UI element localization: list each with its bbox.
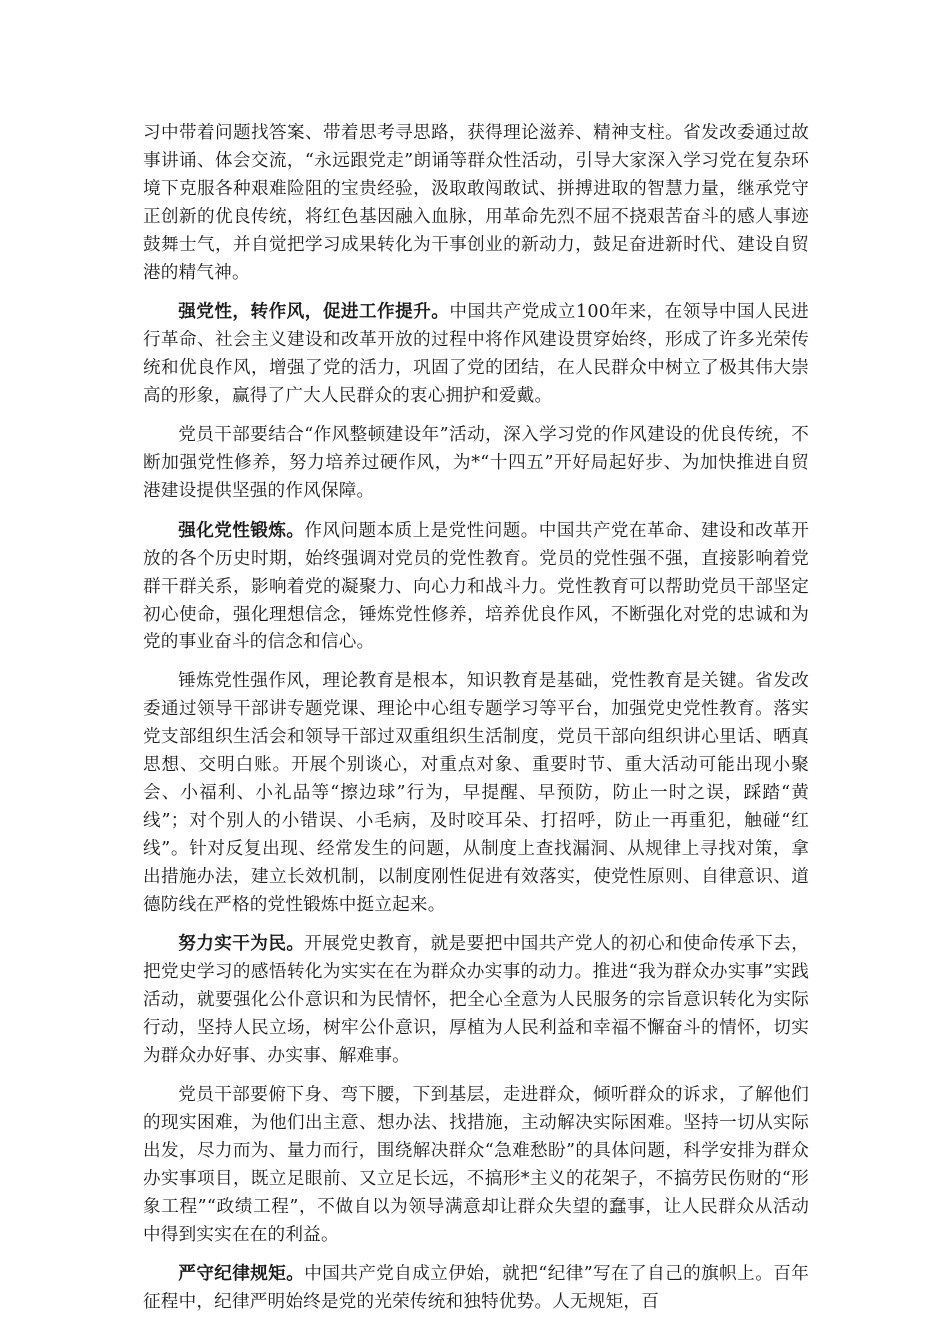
paragraph-2-text: 中国共产党成立100年来，在领导中国人民进行革命、社会主义建设和改革开放的过程中将作风建设贯穿始终，形成了许多光荣传统和优良作风，增强了党的活力，巩固了党的团结，在人民群众中树立了极其伟大崇高的形象，赢得了广大人民群众的衷心拥护和爱戴。 [143,302,809,407]
paragraph-6 [143,930,809,1071]
paragraph-8 [143,1260,809,1317]
paragraph-5 [143,668,809,919]
paragraph-4-text: 作风问题本质上是党性问题。中国共产党在革命、建设和改革开放的各个历史时期，始终强调对党员的党性教育。党员的党性强不强，直接影响着党群干群关系，影响着党的凝聚力、向心力和战斗力。党性教育可以帮助党员干部坚定初心使命，强化理想信念，锤炼党性修养，培养优良作风，不断强化对党的忠诚和为党的事业奋斗的信念和信心。 [143,520,809,653]
document-page [143,120,809,1328]
paragraph-6-text: 开展党史教育，就是要把中国共产党人的初心和使命传承下去，把党史学习的感悟转化为实实在在为群众办实事的动力。推进“我为群众办实事”实践活动，就要强化公仆意识和为民情怀，把全心全意为人民服务的宗旨意识转化为实际行动，坚持人民立场，树牢公仆意识，厚植为人民利益和幸福不懈奋斗的情怀，切实为群众办好事、办实事、解难事。 [143,934,809,1067]
paragraph-3-text: 党员干部要结合“作风整顿建设年”活动，深入学习党的作风建设的优良传统，不断加强党性修养，努力培养过硬作风，为*“十四五”开好局起好步、为加快推进自贸港建设提供坚强的作风保障。 [143,425,809,501]
paragraph-2-heading: 强党性，转作风，促进工作提升。 [178,301,450,323]
paragraph-4-heading: 强化党性锻炼。 [178,519,305,541]
paragraph-6-heading: 努力实干为民。 [178,933,305,955]
paragraph-7 [143,1082,809,1249]
paragraph-1-text: 习中带着问题找答案、带着思考寻思路，获得理论滋养、精神支柱。省发改委通过故事讲诵、体会交流，“永远跟党走”朗诵等群众性活动，引导大家深入学习党在复杂环境下克服各种艰难险阻的宝贵经验，汲取敢闯敢试、拼搏进取的智慧力量，继承党守正创新的优良传统，将红色基因融入血脉，用革命先烈不屈不挠艰苦奋斗的感人事迹鼓舞士气，并自觉把学习成果转化为干事创业的新动力，鼓足奋进新时代、建设自贸港的精气神。 [143,123,809,283]
paragraph-8-heading: 严守纪律规矩。 [178,1263,305,1285]
paragraph-4 [143,517,809,658]
paragraph-1 [143,120,809,287]
paragraph-7-text: 党员干部要俯下身、弯下腰，下到基层，走进群众，倾听群众的诉求，了解他们的现实困难，为他们出主意、想办法、找措施，主动解决实际困难。坚持一切从实际出发，尽力而为、量力而行，围绕解决群众“急难愁盼”的具体问题，科学安排为群众办实事项目，既立足眼前、又立足长远，不搞形*主义的花架子，不搞劳民伤财的“形象工程”“政绩工程”，不做自以为领导满意却让群众失望的蠢事，让人民群众从活动中得到实实在在的利益。 [143,1085,809,1245]
paragraph-2 [143,298,809,411]
paragraph-5-text: 锤炼党性强作风，理论教育是根本，知识教育是基础，党性教育是关键。省发改委通过领导干部讲专题党课、理论中心组专题学习等平台，加强党史党性教育。落实党支部组织生活会和领导干部过双重组织生活制度，党员干部向组织讲心里话、晒真思想、交明白账。开展个别谈心，对重点对象、重要时节、重大活动可能出现小聚会、小福利、小礼品等“擦边球”行为，早提醒、早预防，防止一时之误，踩踏“黄线”；对个别人的小错误、小毛病，及时咬耳朵、打招呼，防止一再重犯，触碰“红线”。针对反复出现、经常发生的问题，从制度上查找漏洞、从规律上寻找对策，拿出措施办法，建立长效机制，以制度刚性促进有效落实，使党性原则、自律意识、道德防线在严格的党性锻炼中挺立起来。 [143,671,809,915]
paragraph-8-text: 中国共产党自成立伊始，就把“纪律”写在了自己的旗帜上。百年征程中，纪律严明始终是党的光荣传统和独特优势。人无规矩，百 [143,1264,809,1313]
paragraph-3 [143,422,809,506]
